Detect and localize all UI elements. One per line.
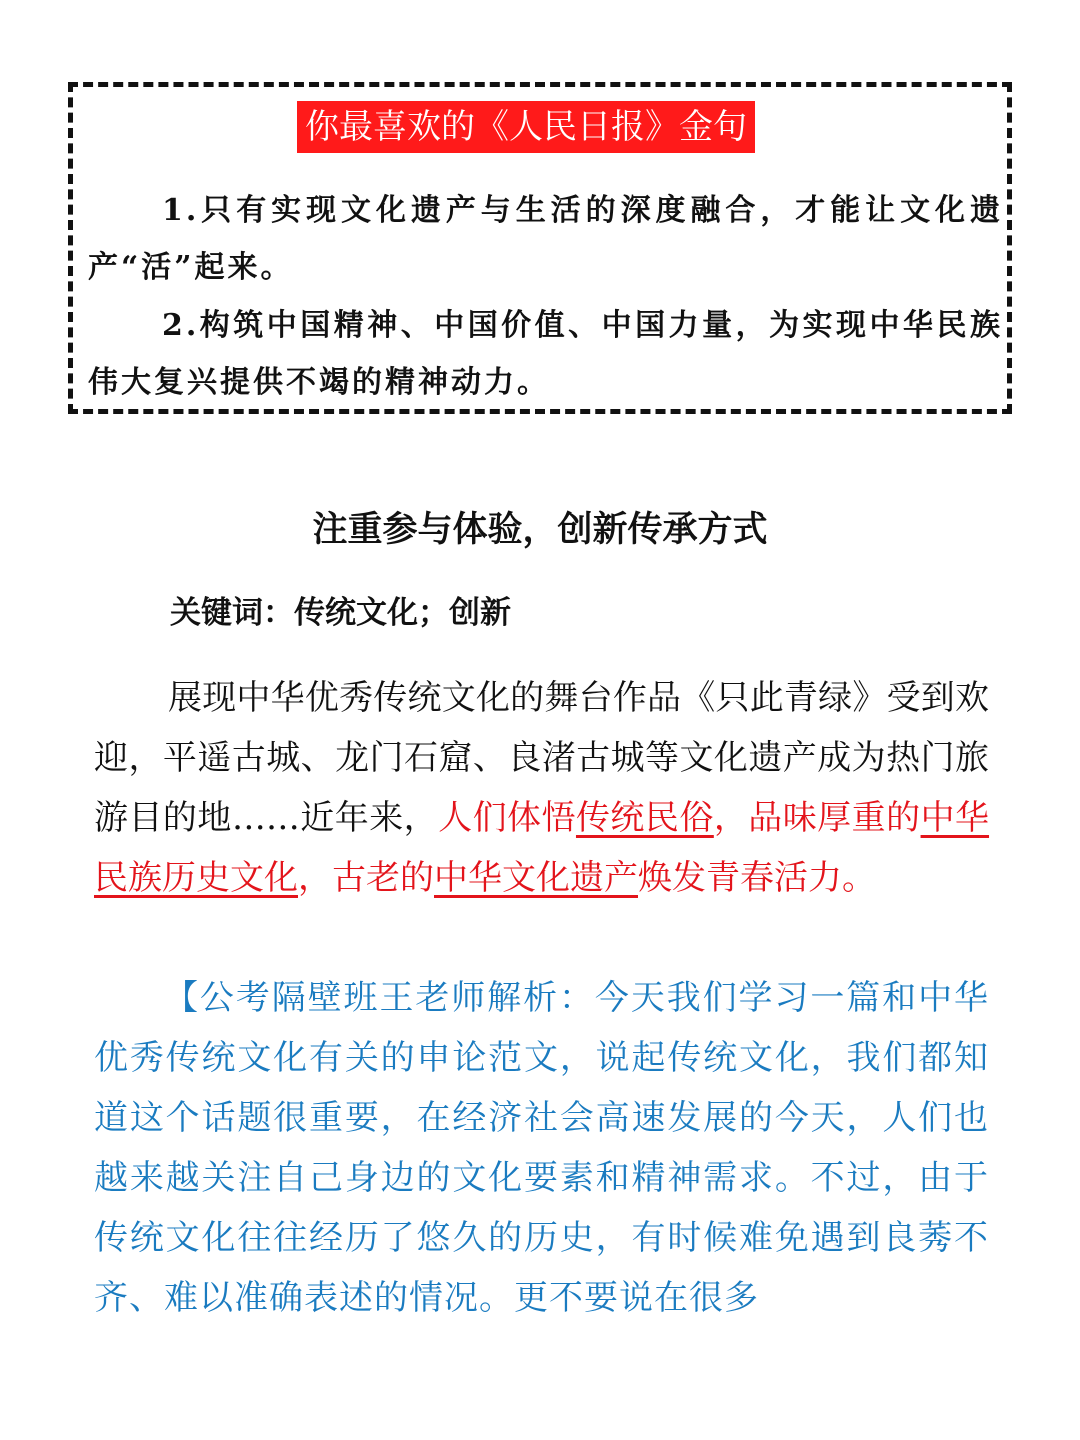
underlined-highlight: 传统民俗 [575,798,714,838]
keywords-line: 关键词：传统文化；创新 [170,595,511,631]
quote-item-1: 1.只有实现文化遗产与生活的深度融合，才能让文化遗产“活”起来。 [88,193,1003,285]
analysis-paragraph: 【公考隔壁班王老师解析：今天我们学习一篇和中华优秀传统文化有关的申论范文，说起传统文化，我们都知道这个话题很重要，在经济社会高速发展的今天，人们也越来越关注自己身边的文化要素和精神需求。不过，由于传统文化往往经历了悠久的历史，有时候难免遇到良莠不齐、难以准确表述的情况。更不要说在很多 [94,978,989,1318]
section-title: 注重参与体验，创新传承方式 [312,509,768,550]
highlight-text: ，品味厚重的 [713,798,921,838]
highlight-text: ，古老的 [298,858,434,898]
highlight-text: 焕发青春活力。 [638,858,876,898]
quote-box-title: 你最喜欢的《人民日报》金句 [297,101,755,153]
quote-item-2: 2.构筑中国精神、中国价值、中国力量，为实现中华民族伟大复兴提供不竭的精神动力。 [88,308,1003,400]
highlight-text: 人们体悟 [438,798,576,838]
underlined-highlight: 中华文化遗产 [434,858,638,898]
paragraph-plain-text: 展现中华优秀传统文化的舞台作品《只此青绿》受到欢迎，平遥古城、龙门石窟、良渚古城等文化遗产成为热门旅游目的地……近年来， [94,678,989,838]
body-paragraph [94,668,989,908]
underlined-highlight: 中华民族历史文化 [94,798,990,898]
